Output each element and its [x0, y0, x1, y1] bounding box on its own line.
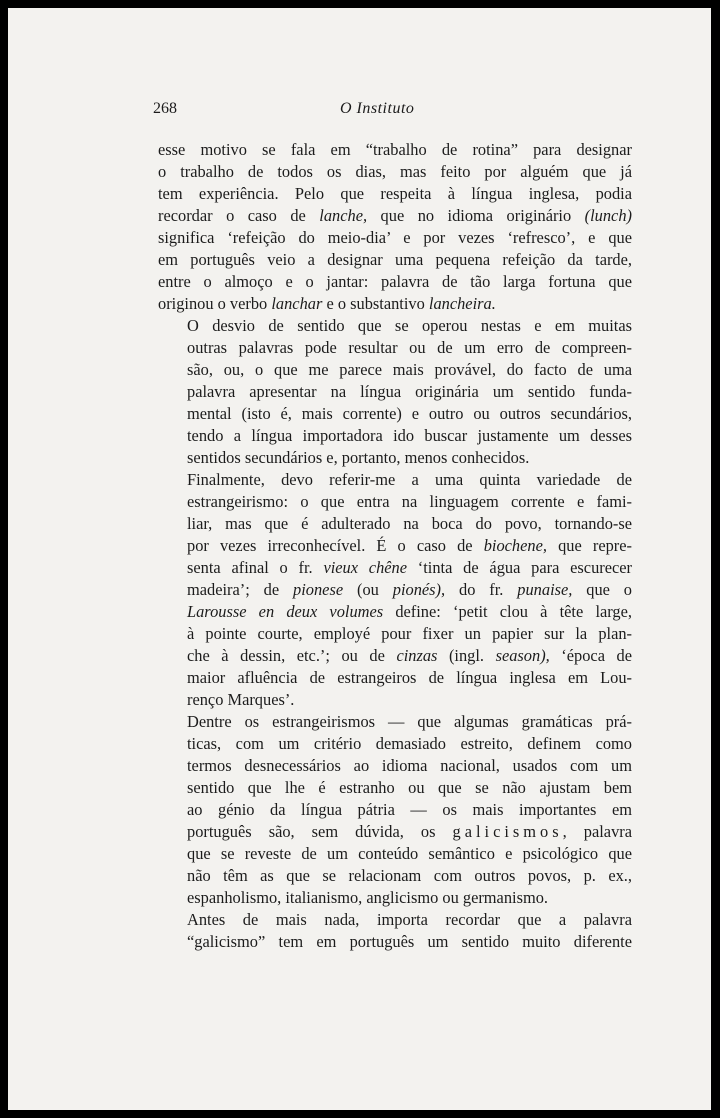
book-page — [8, 8, 711, 1110]
paragraph — [158, 711, 632, 909]
text-segment: em português veio a designar uma pequena refeição da tarde, — [158, 250, 632, 269]
text-line — [158, 359, 632, 381]
spaced-term: galicismos — [452, 822, 563, 841]
text-line — [158, 205, 632, 227]
text-segment: por vezes irreconhecível. É o caso de — [187, 536, 484, 555]
italic-term: lanche, — [319, 206, 368, 225]
paragraph — [158, 469, 632, 711]
text-line — [158, 161, 632, 183]
text-segment: à pointe courte, employé pour fixer un papier sur la plan- — [187, 624, 632, 643]
text-segment: madeira’; de — [187, 580, 294, 599]
text-line — [158, 271, 632, 293]
text-line — [158, 491, 632, 513]
text-line — [158, 777, 632, 799]
text-line — [158, 887, 632, 909]
text-line — [158, 711, 632, 733]
text-line — [158, 557, 632, 579]
text-line — [158, 909, 632, 931]
text-line — [158, 469, 632, 491]
text-line — [158, 843, 632, 865]
body-text — [158, 139, 632, 953]
text-segment: significa ‘refeição do meio-dia’ e por vezes ‘refresco’, e que — [158, 228, 632, 247]
text-segment: “galicismo” tem em português um sentido muito diferente — [187, 932, 632, 951]
text-segment: che à dessin, etc.’; ou de — [187, 646, 397, 665]
text-segment: sentido que lhe é estranho ou que se não ajustam bem — [187, 778, 632, 797]
text-segment: palavra apresentar na língua originária um sentido funda- — [187, 382, 632, 401]
italic-term: (lunch) — [584, 206, 632, 225]
text-line — [158, 733, 632, 755]
italic-term: biochene, — [483, 536, 547, 555]
text-segment: e o substantivo — [322, 294, 429, 313]
text-segment: O desvio de sentido que se operou nestas e em muitas — [187, 316, 632, 335]
text-line — [158, 403, 632, 425]
text-line — [158, 601, 632, 623]
text-line — [158, 865, 632, 887]
text-segment: o trabalho de todos os dias, mas feito por alguém que já — [158, 162, 632, 181]
text-segment: (ingl. — [437, 646, 496, 665]
text-line — [158, 821, 632, 843]
text-segment: senta afinal o fr. — [187, 558, 324, 577]
text-segment: sentidos secundários e, portanto, menos conhecidos. — [187, 448, 530, 467]
text-line — [158, 579, 632, 601]
text-line — [158, 623, 632, 645]
text-line — [158, 249, 632, 271]
text-segment: ‘tinta de água para escurecer — [407, 558, 633, 577]
text-segment: ao génio da língua pátria — os mais importantes em — [187, 800, 632, 819]
text-segment: maior afluência de estrangeiros de língua inglesa em Lou- — [187, 668, 632, 687]
text-line — [158, 381, 632, 403]
text-segment: liar, mas que é adulterado na boca do povo, tornando-se — [187, 514, 632, 533]
text-segment: define: ‘petit clou à tête large, — [383, 602, 632, 621]
text-segment: Dentre os estrangeirismos — que algumas gramáticas prá- — [187, 712, 632, 731]
text-segment: tendo a língua importadora ido buscar justamente um desses — [187, 426, 632, 445]
paragraph — [158, 139, 632, 315]
italic-term: lancheira. — [428, 294, 496, 313]
text-segment: outras palavras pode resultar ou de um erro de compreen- — [187, 338, 632, 357]
text-segment: são, ou, o que me parece mais provável, do facto de uma — [187, 360, 632, 379]
paragraph — [158, 315, 632, 469]
text-segment: ticas, com um critério demasiado estreito, definem como — [187, 734, 632, 753]
text-line — [158, 931, 632, 953]
text-segment: Antes de mais nada, importa recordar que a palavra — [187, 910, 632, 929]
text-line — [158, 799, 632, 821]
text-segment: tem experiência. Pelo que respeita à língua inglesa, podia — [158, 184, 632, 203]
text-segment: recordar o caso de — [158, 206, 320, 225]
italic-term: pionese — [293, 580, 344, 599]
paragraph — [158, 909, 632, 953]
italic-term: Larousse en deux volumes — [187, 602, 384, 621]
text-segment: ‘época de — [549, 646, 632, 665]
text-line — [158, 535, 632, 557]
text-segment: termos desnecessários ao idioma nacional, usados com um — [187, 756, 632, 775]
text-segment: originou o verbo — [158, 294, 272, 313]
running-title: O Instituto — [340, 100, 415, 117]
text-segment: Finalmente, devo referir-me a uma quinta variedade de — [187, 470, 632, 489]
text-segment: que o — [572, 580, 633, 599]
text-segment: que se reveste de um conteúdo semântico e psicológico que — [187, 844, 632, 863]
text-segment: português são, sem dúvida, os — [187, 822, 453, 841]
text-segment: estrangeirismo: o que entra na linguagem corrente e fami- — [187, 492, 632, 511]
italic-term: lanchar — [271, 294, 323, 313]
italic-term: vieux chêne — [323, 558, 408, 577]
italic-term: cinzas — [396, 646, 438, 665]
text-line — [158, 667, 632, 689]
text-line — [158, 689, 632, 711]
text-segment: que repre- — [546, 536, 632, 555]
page-number: 268 — [153, 100, 177, 117]
italic-term: punaise, — [517, 580, 573, 599]
text-line — [158, 227, 632, 249]
text-line — [158, 755, 632, 777]
text-segment: , palavra — [562, 822, 632, 841]
text-segment: que no idioma originário — [367, 206, 585, 225]
text-segment: (ou — [343, 580, 393, 599]
text-line — [158, 337, 632, 359]
italic-term: pionés), — [392, 580, 446, 599]
text-segment: espanholismo, italianismo, anglicismo ou germanismo. — [187, 888, 549, 907]
text-line — [158, 139, 632, 161]
text-line — [158, 183, 632, 205]
text-segment: mental (isto é, mais corrente) e outro ou outros secundários, — [187, 404, 632, 423]
text-line — [158, 293, 632, 315]
text-segment: renço Marques’. — [187, 690, 295, 709]
text-segment: entre o almoço e o jantar: palavra de tão larga fortuna que — [158, 272, 632, 291]
text-line — [158, 425, 632, 447]
text-segment: esse motivo se fala em “trabalho de rotina” para designar — [158, 140, 632, 159]
text-line — [158, 645, 632, 667]
text-line — [158, 315, 632, 337]
text-segment: não têm as que se relacionam com outros povos, p. ex., — [187, 866, 632, 885]
text-line — [158, 447, 632, 469]
text-segment: do fr. — [445, 580, 518, 599]
text-line — [158, 513, 632, 535]
italic-term: season), — [495, 646, 550, 665]
